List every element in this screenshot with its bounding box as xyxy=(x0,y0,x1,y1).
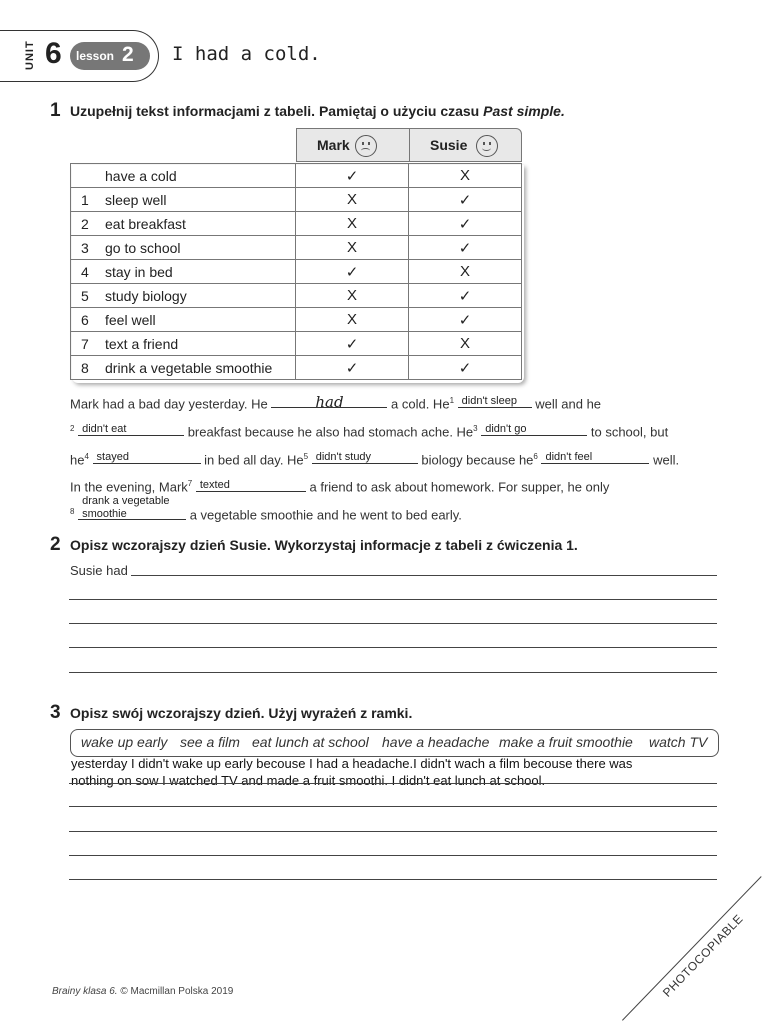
susie-cell: ✓ xyxy=(409,356,522,380)
writing-line[interactable] xyxy=(69,599,717,600)
table-row xyxy=(71,188,522,212)
phrase: watch TV xyxy=(649,734,708,750)
gap-fill-text xyxy=(70,389,720,528)
gap-number: 1 xyxy=(449,396,455,405)
susie-cell: ✓ xyxy=(409,308,522,332)
answer-5: didn't study xyxy=(315,450,372,463)
gap-number: 2 xyxy=(70,423,75,433)
student-answer-line-1: yesterday I didn't wake up early becouse I had a headache.I didn't wach a film becouse there was xyxy=(71,756,633,771)
student-answer-line-2: nothing on sow I watched TV and made a fruit smoothi. I didn't eat lunch at school. xyxy=(71,773,546,788)
sad-face-icon xyxy=(355,135,377,157)
exercise-2-starter: Susie had xyxy=(70,563,128,578)
writing-line[interactable] xyxy=(69,783,717,784)
answer-8-line2: smoothie xyxy=(82,507,127,520)
table-row xyxy=(71,332,522,356)
row-number: 1 xyxy=(71,188,106,212)
susie-cell: X xyxy=(409,164,522,188)
column-header-mark xyxy=(296,128,410,162)
blank-1[interactable] xyxy=(458,393,532,408)
row-number: 4 xyxy=(71,260,106,284)
mark-cell: ✓ xyxy=(296,260,409,284)
gap-number: 7 xyxy=(187,479,193,489)
phrase: eat lunch at school xyxy=(252,734,369,750)
row-activity: feel well xyxy=(105,308,296,332)
table-row xyxy=(71,236,522,260)
row-number: 2 xyxy=(71,212,106,236)
blank-5[interactable] xyxy=(312,449,418,464)
row-activity: stay in bed xyxy=(105,260,296,284)
unit-label: UNIT xyxy=(24,40,36,70)
blank-4[interactable] xyxy=(93,449,201,464)
writing-line[interactable] xyxy=(131,575,717,576)
table-row xyxy=(71,212,522,236)
blank-0[interactable] xyxy=(271,393,387,412)
blank-6[interactable] xyxy=(541,449,649,464)
row-activity: eat breakfast xyxy=(105,212,296,236)
mark-cell: X xyxy=(296,284,409,308)
blank-2[interactable] xyxy=(78,421,184,436)
mark-cell: ✓ xyxy=(296,356,409,380)
exercise-3-number: 3 xyxy=(50,702,61,723)
photocopiable-label: PHOTOCOPIABLE xyxy=(660,911,746,1000)
answer-8 xyxy=(82,495,169,521)
answer-3: didn't go xyxy=(485,423,527,436)
exercise-2-instruction: Opisz wczorajszy dzień Susie. Wykorzystaj informacje z tabeli z ćwiczenia 1. xyxy=(70,537,578,553)
susie-cell: ✓ xyxy=(409,236,522,260)
answer-7: texted xyxy=(199,478,230,491)
copyright: © Macmillan Polska 2019 xyxy=(120,986,234,997)
text-segment: in bed all day. He xyxy=(204,451,304,467)
unit-number: 6 xyxy=(45,37,62,70)
phrase-box xyxy=(70,729,719,757)
lesson-label: lesson xyxy=(76,49,115,63)
mark-cell: X xyxy=(296,236,409,260)
row-number: 3 xyxy=(71,236,106,260)
row-number: 6 xyxy=(71,308,106,332)
row-activity: have a cold xyxy=(105,164,296,188)
row-number: 7 xyxy=(71,332,106,356)
table-row xyxy=(71,308,522,332)
column-header-susie-label: Susie xyxy=(430,137,468,153)
phrase: see a film xyxy=(180,734,240,750)
exercise-1-instruction xyxy=(70,103,565,119)
answer-6: didn't feel xyxy=(545,450,593,463)
row-activity: sleep well xyxy=(105,188,296,212)
gap-number: 5 xyxy=(303,451,309,461)
mark-cell: ✓ xyxy=(296,332,409,356)
book-title: Brainy klasa 6. xyxy=(52,986,118,997)
answer-2: didn't eat xyxy=(82,423,127,436)
exercise-2-number: 2 xyxy=(50,534,61,555)
row-number xyxy=(71,164,106,188)
happy-face-icon xyxy=(476,135,498,157)
footer-credit xyxy=(52,986,233,997)
column-header-susie xyxy=(409,128,522,162)
text-segment: Mark had a bad day yesterday. He xyxy=(70,396,268,412)
mark-cell: ✓ xyxy=(296,164,409,188)
text-segment: well. xyxy=(653,451,680,467)
text-segment: a friend to ask about homework. For supper, he only xyxy=(309,479,610,495)
text-segment: he xyxy=(70,451,85,467)
writing-line[interactable] xyxy=(69,647,717,648)
answer-8-line1: drank a vegetable xyxy=(82,494,170,507)
exercise-1-instruction-text: Uzupełnij tekst informacjami z tabeli. Pamiętaj o użyciu czasu xyxy=(70,103,480,119)
text-segment: a vegetable smoothie and he went to bed early. xyxy=(189,507,462,523)
writing-line[interactable] xyxy=(69,623,717,624)
text-segment: biology because he xyxy=(421,451,534,467)
susie-cell: X xyxy=(409,332,522,356)
row-activity: text a friend xyxy=(105,332,296,356)
exercise-1-instruction-italic: Past simple. xyxy=(483,103,565,119)
writing-line[interactable] xyxy=(69,831,717,832)
row-number: 5 xyxy=(71,284,106,308)
page-title: I had a cold. xyxy=(172,43,321,65)
table-row xyxy=(71,164,522,188)
text-segment: to school, but xyxy=(590,424,669,440)
mark-cell: X xyxy=(296,188,409,212)
blank-7[interactable] xyxy=(196,477,306,492)
mark-cell: X xyxy=(296,212,409,236)
exercise-3-instruction: Opisz swój wczorajszy dzień. Użyj wyrażeń z ramki. xyxy=(70,705,413,721)
text-segment: breakfast because he also had stomach ache. He xyxy=(187,424,474,440)
answer-1: didn't sleep xyxy=(461,395,517,408)
writing-line[interactable] xyxy=(69,672,717,673)
table-row xyxy=(71,356,522,380)
text-segment: In the evening, Mark xyxy=(70,479,188,495)
gap-number: 8 xyxy=(70,507,75,517)
exercise-1-number: 1 xyxy=(50,100,61,121)
row-activity: study biology xyxy=(105,284,296,308)
blank-3[interactable] xyxy=(481,421,587,436)
row-number: 8 xyxy=(71,356,106,380)
gap-number: 4 xyxy=(84,451,89,461)
gap-number: 6 xyxy=(533,451,538,461)
blank-8[interactable] xyxy=(78,494,186,520)
answer-4: stayed xyxy=(96,450,129,463)
table-row xyxy=(71,284,522,308)
lesson-number: 2 xyxy=(122,43,134,66)
activity-table xyxy=(70,163,522,380)
phrase: have a headache xyxy=(382,734,490,750)
row-activity: go to school xyxy=(105,236,296,260)
column-header-mark-label: Mark xyxy=(317,137,350,153)
answer-0: had xyxy=(315,393,344,412)
corner-divider xyxy=(622,876,762,1021)
lesson-badge xyxy=(70,42,150,70)
row-activity: drink a vegetable smoothie xyxy=(105,356,296,380)
susie-cell: ✓ xyxy=(409,284,522,308)
writing-line[interactable] xyxy=(69,855,717,856)
gap-number: 3 xyxy=(473,423,478,433)
text-segment: well and he xyxy=(535,396,602,412)
phrase: wake up early xyxy=(81,734,168,750)
phrase: make a fruit smoothie xyxy=(499,734,633,750)
susie-cell: X xyxy=(409,260,522,284)
susie-cell: ✓ xyxy=(409,212,522,236)
table-row xyxy=(71,260,522,284)
writing-line[interactable] xyxy=(69,806,717,807)
text-segment: a cold. He xyxy=(391,396,450,412)
mark-cell: X xyxy=(296,308,409,332)
writing-line[interactable] xyxy=(69,879,717,880)
susie-cell: ✓ xyxy=(409,188,522,212)
